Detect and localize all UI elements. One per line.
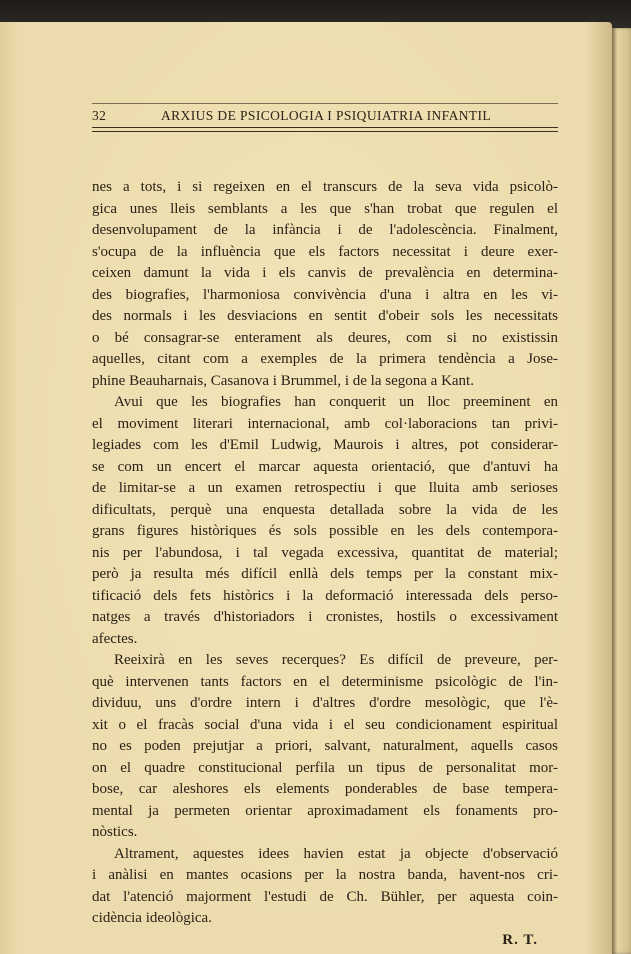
- paragraph-start-line: Altrament, aquestes idees havien estat ja objecte d'observació: [114, 845, 558, 862]
- header-rule-top: [92, 103, 558, 104]
- running-header: [92, 103, 558, 133]
- text-line: phine Beauharnais, Casanova i Brummel, i de la segona a Kant.: [92, 372, 474, 389]
- text-line: què intervenen tants factors en el determinisme psicològic de l'in-: [92, 673, 558, 690]
- text-line: des normals i les desviacions en sentit d'obeir sols les necessitats: [92, 308, 558, 324]
- text-line: gica unes lleis semblants a les que s'han trobat que regulen el: [92, 200, 558, 217]
- adjacent-page-edge: [612, 28, 631, 954]
- header-rule-bottom: [92, 127, 558, 132]
- text-line: dat l'atenció majorment l'estudi de Ch. Bühler, per aquesta coin-: [92, 888, 558, 905]
- text-line: cidència ideològica.: [92, 910, 212, 926]
- text-line: s'ocupa de la influència que els factors necessitat i deure exer-: [92, 243, 558, 260]
- text-line: però ja resulta més difícil enllà dels temps per la constant mix-: [92, 566, 558, 582]
- text-line: xit o el fracàs social d'una vida i el seu condicionament espiritual: [92, 716, 558, 733]
- text-line: nòstics.: [92, 824, 138, 840]
- body-text: [92, 177, 558, 951]
- text-line: mental ja permeten orientar aproximadament els fonaments pro-: [92, 802, 558, 819]
- text-line: ceixen damunt la vida i els canvis de prevalència en determina-: [92, 265, 558, 281]
- running-title: ARXIUS DE PSICOLOGIA I PSIQUIATRIA INFANTIL: [161, 108, 492, 123]
- text-line: tificació dels fets històrics i la deformació interessada dels perso-: [92, 587, 558, 604]
- text-line: legiades com les d'Emil Ludwig, Maurois i altres, pot considerar-: [92, 437, 558, 453]
- text-line: nes a tots, i si regeixen en el transcurs de la seva vida psicolò-: [92, 179, 558, 195]
- text-line: desenvolupament de la infància i de l'adolescència. Finalment,: [92, 222, 558, 238]
- paragraph-start-line: Avui que les biografies han conquerit un lloc preeminent en: [114, 394, 558, 410]
- text-line: i anàlisi en mantes ocasions per la nostra banda, havent-nos cri-: [92, 867, 558, 883]
- page-number: 32: [92, 108, 107, 123]
- text-line: no es poden prejutjar a priori, salvant, naturalment, aquells casos: [92, 738, 558, 754]
- text-line: dividuu, uns d'ordre intern i d'altres d'ordre mesològic, que l'è-: [92, 695, 558, 711]
- text-line: dificultats, perquè una enquesta detallada sobre la vida de les: [92, 501, 558, 518]
- text-line: aquelles, citant com a exemples de la primera tendència a Jose-: [92, 351, 558, 367]
- text-line: on el quadre constitucional perfila un tipus de personalitat mor-: [92, 759, 558, 776]
- text-line: o bé consagrar-se enterament als deures, com si no existissin: [92, 329, 558, 346]
- paragraph-start-line: Reeixirà en les seves recerques? Es difícil de preveure, per-: [114, 652, 558, 668]
- text-line: natges a través d'historiadors i cronistes, hostils o excessivament: [92, 609, 558, 625]
- text-line: el moviment literari internacional, amb col·laboracions tan privi-: [92, 415, 558, 432]
- text-line: afectes.: [92, 630, 138, 647]
- text-line: des biografies, l'harmoniosa convivència d'una i altra en les vi-: [92, 286, 558, 303]
- text-line: se com un encert el marcar aquesta orientació, que d'antuvi ha: [92, 458, 558, 475]
- text-line: nis per l'abundosa, i tal vegada excessiva, quantitat de material;: [92, 544, 558, 561]
- text-line: de limitar-se a un examen retrospectiu i que lluita amb serioses: [92, 480, 558, 496]
- text-line: grans figures històriques és sols possible en les dels contempora-: [92, 523, 558, 539]
- text-line: bose, car aleshores els elements ponderables de base tempera-: [92, 781, 558, 797]
- signature: R. T.: [502, 931, 538, 948]
